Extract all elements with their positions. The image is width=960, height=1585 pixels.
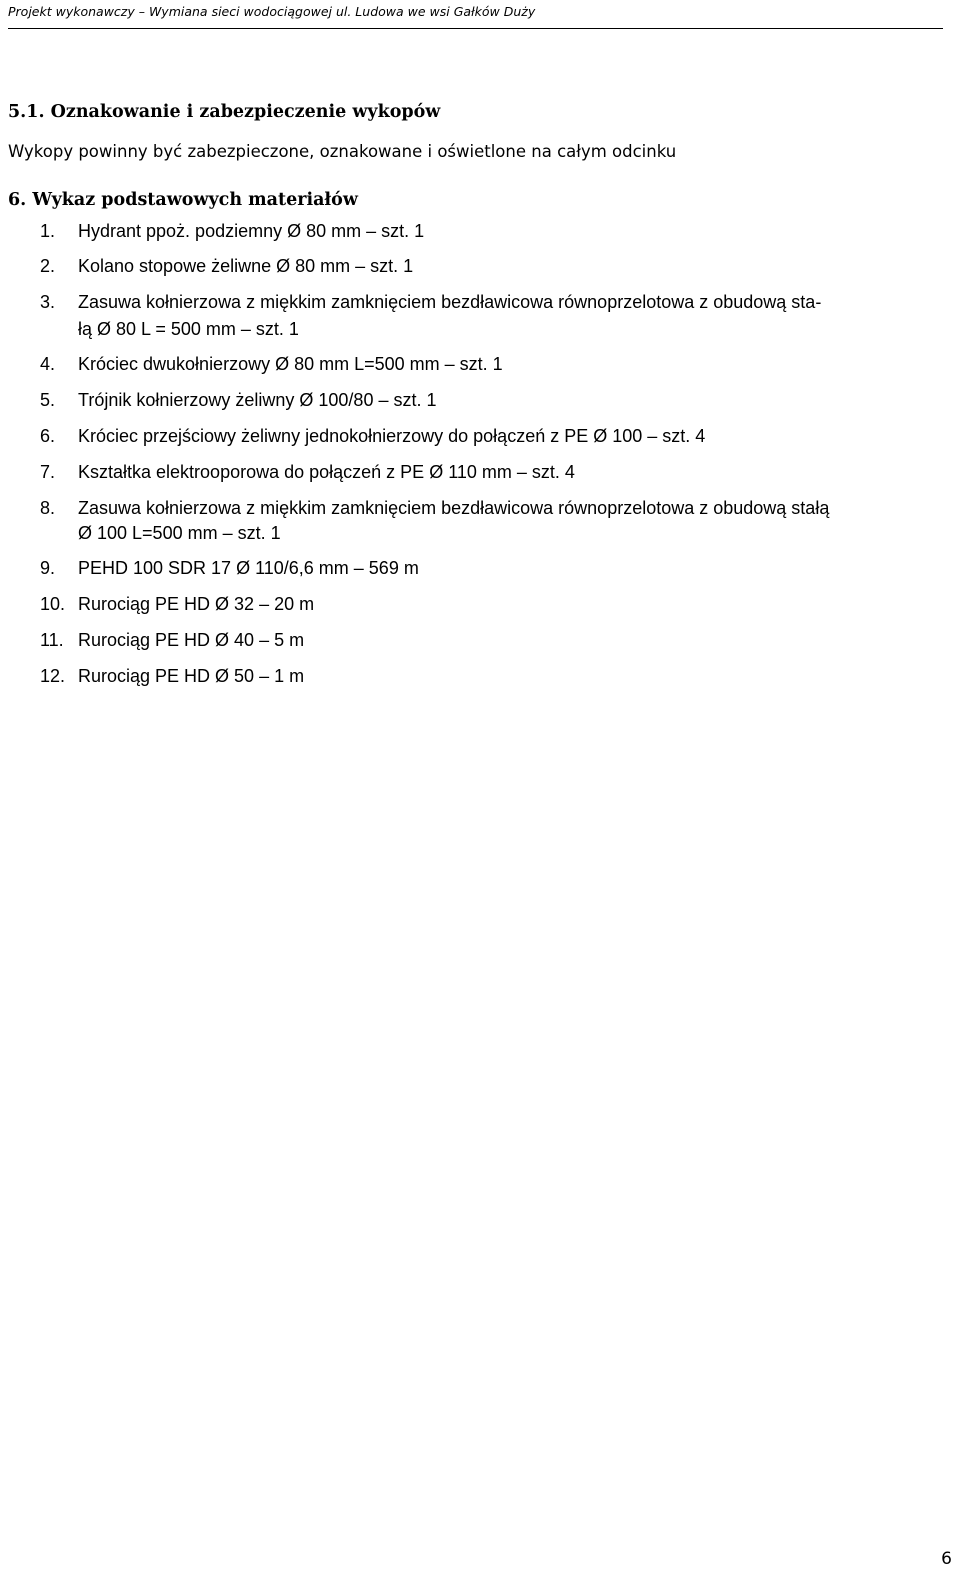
list-item-text: Rurociąg PE HD Ø 50 – 1 m (78, 666, 305, 686)
list-item-text: Hydrant ppoż. podziemny Ø 80 mm – szt. 1 (78, 221, 425, 241)
list-item-number: 4. (40, 354, 56, 374)
list-item-continuation: Ø 100 L=500 mm – szt. 1 (78, 523, 281, 543)
running-header (8, 2, 943, 29)
list-item-number: 11. (40, 630, 64, 650)
list-item (40, 629, 304, 651)
list-item-number: 10. (40, 594, 66, 614)
list-item-number: 9. (40, 558, 56, 578)
list-item (40, 557, 419, 579)
list-item-number: 2. (40, 256, 56, 276)
list-item-number: 12. (40, 666, 66, 686)
list-item-text: Zasuwa kołnierzowa z miękkim zamknięciem bezdławicowa równoprzelotowa z obudową sta- (78, 292, 822, 312)
running-header-text: Projekt wykonawczy – Wymiana sieci wodociągowej ul. Ludowa we wsi Gałków Duży (8, 4, 536, 19)
list-item (40, 389, 436, 411)
list-item (40, 593, 314, 615)
list-item-number: 8. (40, 498, 56, 518)
list-item-continuation: łą Ø 80 L = 500 mm – szt. 1 (78, 319, 299, 339)
list-item (40, 665, 304, 687)
list-item (40, 255, 413, 277)
list-item (40, 461, 575, 483)
list-item-text: Rurociąg PE HD Ø 40 – 5 m (78, 630, 305, 650)
list-item-text: Rurociąg PE HD Ø 32 – 20 m (78, 594, 315, 614)
list-item (40, 291, 821, 313)
list-item-text: Zasuwa kołnierzowa z miękkim zamknięciem bezdławicowa równoprzelotowa z obudową stałą (78, 498, 830, 518)
list-item-text: Trójnik kołnierzowy żeliwny Ø 100/80 – szt. 1 (78, 390, 437, 410)
section-heading-5-1: 5.1. Oznakowanie i zabezpieczenie wykopów (8, 102, 441, 122)
list-item-number: 5. (40, 390, 56, 410)
list-item (40, 497, 829, 519)
list-item-text: Króciec przejściowy żeliwny jednokołnierzowy do połączeń z PE Ø 100 – szt. 4 (78, 426, 706, 446)
list-item-number: 1. (40, 221, 56, 241)
list-item-text: PEHD 100 SDR 17 Ø 110/6,6 mm – 569 m (78, 558, 419, 578)
list-item-text: Króciec dwukołnierzowy Ø 80 mm L=500 mm – szt. 1 (78, 354, 503, 374)
section-5-1-body: Wykopy powinny być zabezpieczone, oznakowane i oświetlone na całym odcinku (8, 142, 677, 161)
list-item-number: 6. (40, 426, 56, 446)
list-item-number: 3. (40, 292, 56, 312)
list-item-text: Kształtka elektrooporowa do połączeń z PE Ø 110 mm – szt. 4 (78, 462, 575, 482)
section-heading-6: 6. Wykaz podstawowych materiałów (8, 190, 358, 210)
list-item (40, 353, 503, 375)
list-item (40, 220, 424, 242)
list-item (40, 425, 705, 447)
list-item-text: Kolano stopowe żeliwne Ø 80 mm – szt. 1 (78, 256, 414, 276)
list-item-number: 7. (40, 462, 56, 482)
page-number: 6 (941, 1549, 952, 1569)
